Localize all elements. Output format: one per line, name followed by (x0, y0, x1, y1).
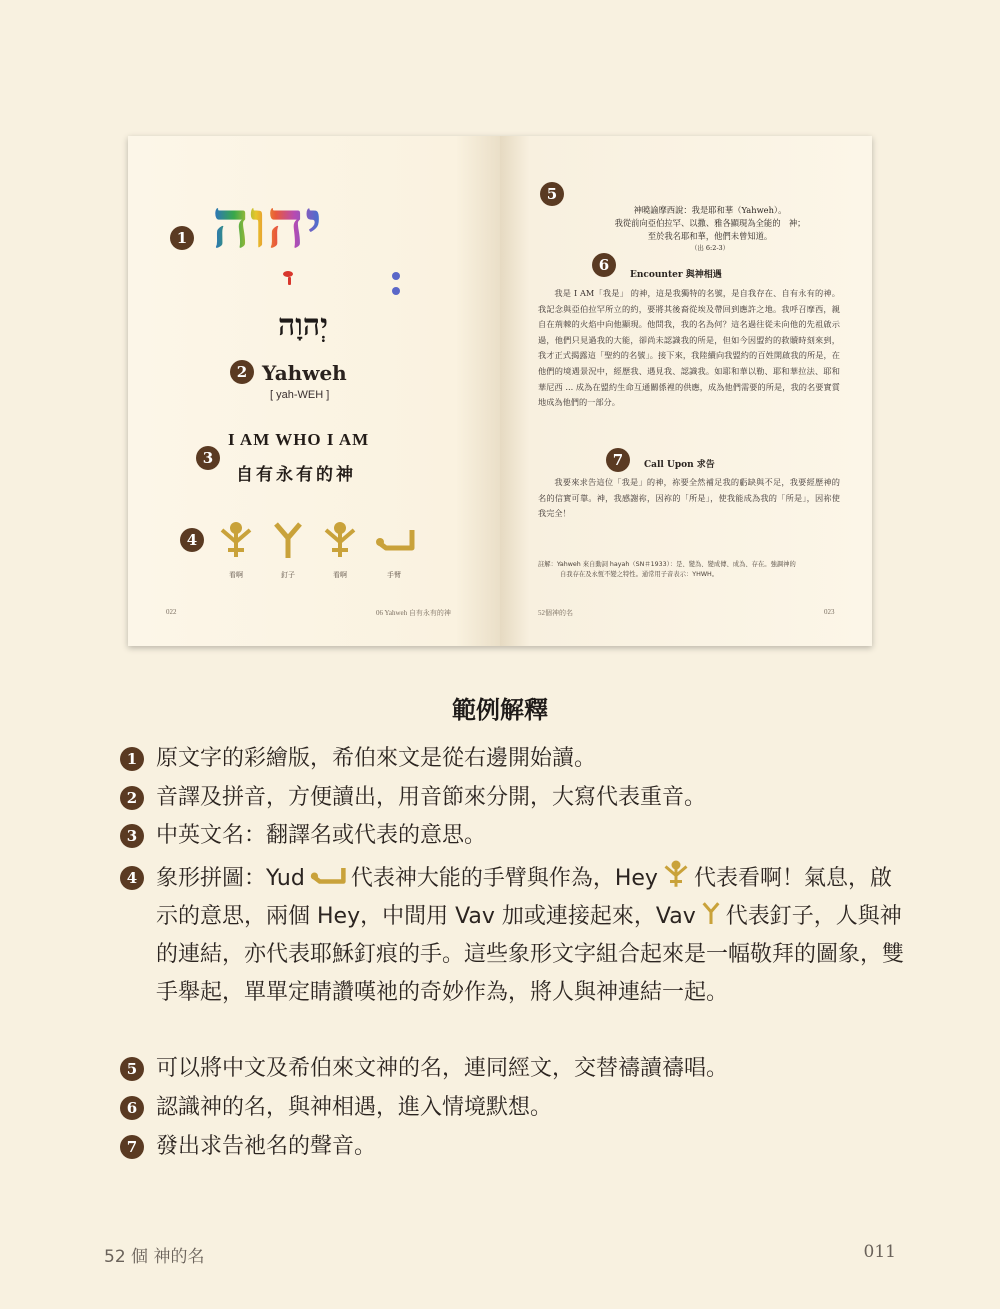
item-text: 原文字的彩繪版，希伯來文是從右邊開始讀。 (156, 746, 597, 771)
item-text-part: 氣息，啟示的意思，兩個 Hey，中間用 Vav 加或連接起來，Vav (156, 866, 892, 929)
footer-page-number: 011 (863, 1242, 896, 1262)
vowel-dot-top (392, 272, 400, 280)
pronunciation: [ yah-WEH ] (270, 389, 330, 401)
vowel-point-red-stem (288, 277, 291, 285)
item-number-badge: 5 (120, 1057, 144, 1081)
list-item (120, 859, 910, 1012)
callupon-heading: Call Upon 求告 (644, 460, 715, 470)
hey-pictograph-icon (218, 520, 254, 560)
list-item (120, 817, 910, 855)
explanation-title: 範例解釋 (452, 696, 548, 724)
footnote-line: 註解：Yahweh 來自動詞 hayah（SN＃1933）：是、變為、變成傳、成為、存在。強調神的 (538, 561, 796, 568)
book-spread-image (128, 136, 872, 646)
right-page (500, 136, 872, 646)
list-item (120, 1050, 910, 1088)
item-text: 發出求告祂名的聲音。 (156, 1134, 377, 1159)
right-running-head: 52個神的名 (538, 609, 573, 617)
list-item (120, 1128, 910, 1166)
list-item (120, 740, 910, 778)
list-item (120, 779, 910, 817)
badge-6: 6 (592, 253, 616, 277)
item-number-badge: 3 (120, 824, 144, 848)
callupon-text: 我要來求告這位「我是」的神，祢要全然補足我的虧缺與不足，我要經歷神的名的信實可靠。神，我感謝祢，因祢的「所是」，使我能成為我的「所是」，因祢使我完全！ (538, 477, 840, 519)
yud-pictograph-icon (374, 520, 416, 560)
right-page-number: 023 (824, 608, 835, 616)
item-text: 中英文名：翻譯名或代表的意思。 (156, 823, 487, 848)
item-text: 認識神的名，與神相遇，進入情境默想。 (156, 1095, 553, 1120)
item-number-badge: 7 (120, 1135, 144, 1159)
footnote (538, 560, 840, 580)
hey-pictograph-icon (662, 859, 690, 889)
pictograph-label: 看啊 (333, 571, 347, 579)
hey-pictograph-icon (322, 520, 358, 560)
item-text: 可以將中文及希伯來文神的名，連同經文，交替禱讀禱唱。 (156, 1056, 729, 1081)
item-number-badge: 4 (120, 866, 144, 890)
english-name: I AM WHO I AM (228, 430, 370, 449)
encounter-heading: Encounter 與神相遇 (630, 270, 722, 280)
pictograph-label: 看啊 (229, 571, 243, 579)
item-text-part: 代表釘子，人與神的連結，亦代表耶穌釘痕的手。這些象形文字組合起來是一幅敬拜的圖象，雙手舉起，單單定睛讚嘆祂的奇妙作為，將人與神連結一起。 (156, 904, 905, 1005)
badge-5: 5 (540, 182, 564, 206)
item-number-badge: 1 (120, 747, 144, 771)
item-text-part: 象形拼圖：Yud (156, 866, 305, 891)
verse-line: 我從前向亞伯拉罕、以撒、雅各顯現為全能的 神； (614, 218, 806, 228)
badge-2: 2 (230, 360, 254, 384)
left-page (128, 136, 500, 646)
item-text-part: 代表看啊！ (693, 866, 804, 891)
item-text (156, 859, 910, 1012)
item-number-badge: 6 (120, 1096, 144, 1120)
badge-7: 7 (606, 448, 630, 472)
footnote-line: 自我存在及永恆不變之特性。通常用子音表示：YHWH。 (560, 571, 719, 578)
vav-pictograph-icon (700, 899, 722, 927)
verse-line: 神曉諭摩西說：我是耶和華（Yahweh）。 (633, 205, 787, 215)
item-text-part: 代表神大能的手臂與作為，Hey (350, 866, 658, 891)
transliteration: Yahweh (262, 361, 347, 385)
footer-book-title: 52 個 神的名 (104, 1247, 205, 1267)
list-item (120, 1089, 910, 1127)
verse-reference: （出 6:2-3） (690, 244, 730, 252)
verse-line: 至於我名耶和華，他們未曾知道。 (647, 231, 773, 241)
scripture-verse (560, 204, 860, 253)
vav-pictograph-icon (270, 520, 306, 560)
left-running-head: 06 Yahweh 自有永有的神 (376, 609, 451, 617)
hebrew-name-colored: יהוה (212, 185, 323, 263)
yud-pictograph-icon (309, 865, 347, 889)
left-page-number: 022 (166, 608, 177, 616)
hebrew-name-pointed: יְהוָה (277, 308, 329, 343)
item-text: 音譯及拼音，方便讀出，用音節來分開，大寫代表重音。 (156, 785, 707, 810)
chinese-name: 自有永有的神 (236, 465, 356, 485)
vowel-dot-bottom (392, 287, 400, 295)
pictograph-label: 手臂 (387, 571, 401, 579)
badge-1: 1 (170, 226, 194, 250)
encounter-text: 我是 I AM「我是」 的神，這是我獨特的名號，是自我存在、自有永有的神。我記念與亞伯拉罕所立的約，要將其後裔從埃及帶回到應許之地。我呼召摩西，親自在荊棘的火焰中向他顯現。他問我，我的名為何？這名過往從未向他的先祖啟示過，他們只見過我的大能，卻尚未認識我的所是，但如今因盟約的救贖時刻來到，我才正式揭露這「聖約的名號」。接下來，我陸續向我盟約的百姓開啟我的所是，在他們的境遇景況中，經歷我、遇見我、認識我。如耶和華以勒、耶和華拉法、耶和華尼西 ... 成為在盟約生命互通關係裡的供應，成為他們需要的所是，我的名要實質地成為他們的一部分。 (538, 288, 840, 408)
badge-3: 3 (196, 446, 220, 470)
badge-4: 4 (180, 528, 204, 552)
pictograph-label: 釘子 (281, 571, 295, 579)
item-number-badge: 2 (120, 786, 144, 810)
